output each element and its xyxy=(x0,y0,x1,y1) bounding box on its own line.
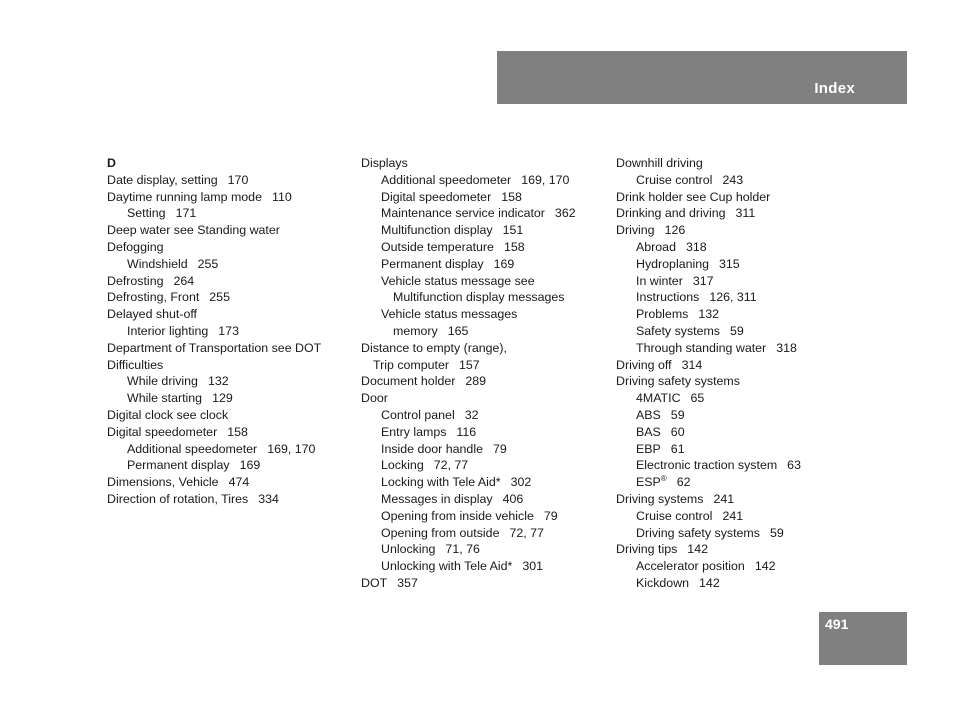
index-term: Instructions xyxy=(636,290,700,305)
index-page-ref: 171 xyxy=(175,206,197,221)
index-page-ref: 142 xyxy=(687,542,708,557)
index-page-ref: 126, 311 xyxy=(709,290,757,305)
index-page-ref: 126 xyxy=(664,223,686,238)
index-term: D xyxy=(107,156,116,170)
index-page-ref: 255 xyxy=(209,290,230,305)
index-term: Date display, setting xyxy=(107,172,218,187)
index-term: Inside door handle xyxy=(381,441,483,456)
index-page-ref: 169 xyxy=(493,256,515,271)
index-term: Driving safety systems xyxy=(636,525,760,540)
index-entry xyxy=(361,340,611,357)
index-page-ref: 142 xyxy=(699,575,720,590)
index-page-ref: 59 xyxy=(670,407,685,422)
index-page-ref: 317 xyxy=(692,273,714,288)
index-page-ref: 318 xyxy=(776,340,797,355)
index-entry xyxy=(107,474,357,491)
index-column-1 xyxy=(107,155,357,508)
index-term: Driving systems xyxy=(616,491,704,506)
index-entry xyxy=(616,424,866,441)
index-page-ref: 302 xyxy=(510,475,532,490)
index-page-ref: 311 xyxy=(735,206,756,221)
index-page-ref: 301 xyxy=(522,559,544,574)
index-term: Delayed shut-off xyxy=(107,307,198,322)
index-page-ref: 32 xyxy=(464,407,479,422)
index-entry xyxy=(616,575,866,592)
index-page-ref: 132 xyxy=(207,374,229,389)
index-term: Electronic traction system xyxy=(636,458,778,473)
index-page-ref: 59 xyxy=(730,323,744,338)
index-page-ref: 151 xyxy=(502,223,524,238)
index-term: Outside temperature xyxy=(381,239,494,254)
index-entry xyxy=(616,491,866,508)
index-entry xyxy=(616,256,866,273)
index-entry xyxy=(616,525,866,542)
index-term: Driving safety systems xyxy=(616,374,740,389)
index-term: Locking with Tele Aid* xyxy=(381,475,501,490)
index-page-ref: 116 xyxy=(456,424,477,439)
index-entry xyxy=(107,340,357,357)
index-entry xyxy=(361,256,611,273)
index-page-ref: 158 xyxy=(503,239,525,254)
index-page-ref: 169 xyxy=(239,458,261,473)
index-page-ref: 61 xyxy=(670,441,685,456)
index-entry xyxy=(107,407,357,424)
index-page-ref: 315 xyxy=(719,256,740,271)
index-entry xyxy=(107,172,357,189)
index-term: Multifunction display messages xyxy=(393,290,565,305)
index-term: Trip computer xyxy=(373,357,449,372)
index-term: Locking xyxy=(381,458,424,473)
index-entry xyxy=(107,323,357,340)
index-term: ESP xyxy=(636,475,661,490)
index-term: Digital speedometer xyxy=(381,189,492,204)
index-entry xyxy=(361,239,611,256)
index-page-ref: 71, 76 xyxy=(445,542,480,557)
index-term: Defrosting xyxy=(107,273,164,288)
index-page-ref: 173 xyxy=(218,323,239,338)
index-term: Accelerator position xyxy=(636,559,745,574)
index-entry xyxy=(361,424,611,441)
index-page-ref: 318 xyxy=(685,239,707,254)
index-page-ref: 165 xyxy=(447,323,469,338)
index-term: Direction of rotation, Tires xyxy=(107,491,249,506)
index-entry xyxy=(616,155,866,172)
index-term: EBP xyxy=(636,441,661,456)
index-term: 4MATIC xyxy=(636,391,681,406)
index-page-ref: 255 xyxy=(197,256,219,271)
index-page-ref: 79 xyxy=(543,508,558,523)
index-term: Problems xyxy=(636,307,689,322)
index-entry xyxy=(361,441,611,458)
index-term: Document holder xyxy=(361,374,456,389)
index-page-ref: 59 xyxy=(769,525,784,540)
index-entry xyxy=(107,189,357,206)
index-entry xyxy=(616,289,866,306)
page-title: Index xyxy=(814,80,855,97)
index-entry xyxy=(616,541,866,558)
index-term: Driving off xyxy=(616,357,672,372)
index-entry xyxy=(616,340,866,357)
page-number-box xyxy=(819,612,907,665)
index-term: Vehicle status messages xyxy=(381,307,518,322)
index-term: Downhill driving xyxy=(616,156,703,170)
index-entry xyxy=(107,390,357,407)
index-term: Abroad xyxy=(636,239,676,254)
index-entry xyxy=(361,407,611,424)
index-page-ref: 72, 77 xyxy=(433,458,469,473)
index-page-ref: 142 xyxy=(754,559,776,574)
index-page-ref: 65 xyxy=(690,391,705,406)
registered-mark: ® xyxy=(660,474,667,484)
index-term: While driving xyxy=(127,374,198,389)
index-entry xyxy=(361,390,611,407)
index-term: Control panel xyxy=(381,407,455,422)
index-term: Distance to empty (range), xyxy=(361,340,507,355)
index-term: Defogging xyxy=(107,239,164,254)
index-term: Door xyxy=(361,391,388,406)
index-page-ref: 62 xyxy=(676,475,691,490)
index-entry xyxy=(107,239,357,256)
index-entry xyxy=(616,323,866,340)
index-term: Digital speedometer xyxy=(107,424,218,439)
index-entry xyxy=(616,407,866,424)
index-entry xyxy=(107,457,357,474)
index-term: Hydroplaning xyxy=(636,256,710,271)
index-term: Maintenance service indicator xyxy=(381,206,545,221)
index-term: Permanent display xyxy=(127,458,230,473)
index-entry xyxy=(616,558,866,575)
index-term: Vehicle status message see xyxy=(381,273,535,288)
index-entry xyxy=(107,289,357,306)
index-entry xyxy=(616,508,866,525)
index-term: Unlocking xyxy=(381,542,436,557)
index-entry xyxy=(361,155,611,172)
index-term: BAS xyxy=(636,424,661,439)
index-term: ABS xyxy=(636,407,661,422)
index-term: In winter xyxy=(636,273,683,288)
index-column-2 xyxy=(361,155,611,592)
index-page-ref: 334 xyxy=(258,491,279,506)
index-entry xyxy=(616,273,866,290)
index-page-ref: 474 xyxy=(228,475,250,490)
index-term: Interior lighting xyxy=(127,323,209,338)
header-bar xyxy=(497,51,907,104)
index-page-ref: 289 xyxy=(465,374,487,389)
index-entry xyxy=(361,323,611,340)
index-page-ref: 158 xyxy=(227,424,248,439)
index-entry xyxy=(616,205,866,222)
index-entry xyxy=(361,172,611,189)
index-page-ref: 314 xyxy=(681,357,703,372)
index-page-ref: 169, 170 xyxy=(267,441,316,456)
index-term: Unlocking with Tele Aid* xyxy=(381,559,513,574)
index-term: Entry lamps xyxy=(381,424,447,439)
index-term: Department of Transportation see DOT xyxy=(107,340,322,355)
index-term: Permanent display xyxy=(381,256,484,271)
index-entry xyxy=(361,525,611,542)
index-page-ref: 241 xyxy=(713,491,735,506)
index-term: Drink holder see Cup holder xyxy=(616,189,771,204)
index-term: Displays xyxy=(361,156,408,170)
index-entry xyxy=(361,205,611,222)
index-entry xyxy=(361,558,611,575)
index-term: Multifunction display xyxy=(381,223,493,238)
index-entry xyxy=(361,222,611,239)
index-entry xyxy=(107,373,357,390)
index-page-ref: 129 xyxy=(212,391,233,406)
index-entry xyxy=(107,491,357,508)
index-entry xyxy=(107,306,357,323)
index-entry xyxy=(616,239,866,256)
index-page-ref: 79 xyxy=(492,441,507,456)
index-term: Additional speedometer xyxy=(381,172,512,187)
index-term: Setting xyxy=(127,206,166,221)
index-term: Defrosting, Front xyxy=(107,290,200,305)
index-entry xyxy=(616,441,866,458)
index-entry xyxy=(107,256,357,273)
index-term: Cruise control xyxy=(636,172,713,187)
index-entry xyxy=(361,373,611,390)
index-term: Drinking and driving xyxy=(616,206,726,221)
index-term: Messages in display xyxy=(381,491,493,506)
index-entry xyxy=(107,222,357,239)
index-page-ref: 406 xyxy=(502,491,524,506)
index-term: Driving tips xyxy=(616,542,678,557)
index-entry xyxy=(616,306,866,323)
index-term: Cruise control xyxy=(636,508,713,523)
index-column-3 xyxy=(616,155,866,592)
index-page-ref: 110 xyxy=(271,189,292,204)
index-term: Digital clock see clock xyxy=(107,407,229,422)
index-entry xyxy=(361,491,611,508)
index-entry xyxy=(107,205,357,222)
index-entry xyxy=(616,189,866,206)
index-term: Opening from outside xyxy=(381,525,500,540)
index-page-ref: 63 xyxy=(787,458,801,473)
index-entry xyxy=(361,575,611,592)
index-term: Driving xyxy=(616,223,655,238)
index-page-ref: 170 xyxy=(227,172,249,187)
index-page-ref: 169, 170 xyxy=(521,172,570,187)
index-term: Additional speedometer xyxy=(127,441,258,456)
index-entry xyxy=(361,289,611,306)
index-term: Difficulties xyxy=(107,357,164,372)
index-entry xyxy=(107,441,357,458)
index-entry xyxy=(107,357,357,374)
page-number: 491 xyxy=(825,616,849,632)
index-entry xyxy=(361,273,611,290)
index-page-ref: 60 xyxy=(670,424,685,439)
index-entry xyxy=(361,357,611,374)
index-entry xyxy=(616,457,866,474)
index-entry xyxy=(616,474,866,491)
index-term: Dimensions, Vehicle xyxy=(107,475,219,490)
index-term: Safety systems xyxy=(636,323,721,338)
index-entry xyxy=(616,390,866,407)
index-term: Daytime running lamp mode xyxy=(107,189,262,204)
index-entry xyxy=(361,474,611,491)
index-entry xyxy=(616,172,866,189)
index-entry xyxy=(361,457,611,474)
index-page-ref: 264 xyxy=(173,273,195,288)
index-term: Windshield xyxy=(127,256,188,271)
index-entry xyxy=(616,222,866,239)
index-page-ref: 362 xyxy=(554,206,576,221)
index-page-ref: 241 xyxy=(722,508,744,523)
index-term: Deep water see Standing water xyxy=(107,223,280,238)
index-page-ref: 132 xyxy=(698,307,720,322)
index-page-ref: 243 xyxy=(722,172,744,187)
index-entry xyxy=(361,541,611,558)
index-entry xyxy=(616,357,866,374)
index-entry xyxy=(361,189,611,206)
index-page-ref: 72, 77 xyxy=(509,525,544,540)
index-page-ref: 357 xyxy=(397,575,418,590)
index-entry xyxy=(107,424,357,441)
index-term: Through standing water xyxy=(636,340,767,355)
index-term: While starting xyxy=(127,391,203,406)
index-letter-heading xyxy=(107,155,357,172)
index-term: DOT xyxy=(361,575,388,590)
index-entry xyxy=(107,273,357,290)
index-page-ref: 158 xyxy=(501,189,522,204)
index-term: Kickdown xyxy=(636,575,690,590)
index-entry xyxy=(361,508,611,525)
index-page-ref: 157 xyxy=(458,357,480,372)
index-entry xyxy=(361,306,611,323)
index-term: Opening from inside vehicle xyxy=(381,508,534,523)
index-term: memory xyxy=(393,323,438,338)
index-entry xyxy=(616,373,866,390)
